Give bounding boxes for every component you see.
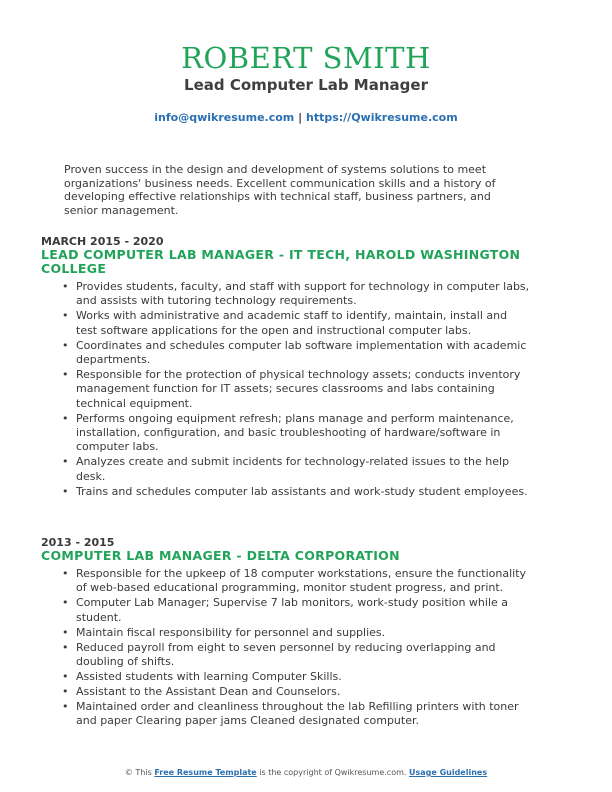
- job-entry-1: [41, 235, 531, 500]
- job-role: LEAD COMPUTER LAB MANAGER - IT TECH, HAROLD WASHINGTON COLLEGE: [41, 247, 521, 276]
- contact-line: [0, 110, 612, 125]
- website-link[interactable]: https://Qwikresume.com: [305, 111, 458, 124]
- job-bullets: [41, 567, 531, 728]
- list-item: • Analyzes create and submit incidents for technology-related issues to the help desk.: [76, 455, 531, 484]
- list-item: • Responsible for the protection of physical technology assets; conducts inventory management function for IT assets; secures classrooms and labs containing technical equipment.: [76, 368, 531, 411]
- job-bullets: [41, 280, 531, 499]
- contact-separator: |: [298, 111, 303, 124]
- job-dates: MARCH 2015 - 2020: [41, 235, 164, 248]
- list-item: • Reduced payroll from eight to seven personnel by reducing overlapping and doubling of shifts.: [76, 641, 531, 670]
- list-item: • Computer Lab Manager; Supervise 7 lab monitors, work-study position while a student.: [76, 596, 531, 625]
- email-link[interactable]: info@qwikresume.com: [154, 111, 295, 124]
- candidate-name: ROBERT SMITH: [181, 41, 431, 75]
- list-item: • Maintain fiscal responsibility for personnel and supplies.: [76, 626, 531, 640]
- list-item: • Trains and schedules computer lab assistants and work-study student employees.: [76, 485, 531, 499]
- list-item: • Coordinates and schedules computer lab software implementation with academic departments.: [76, 339, 531, 368]
- list-item: • Assisted students with learning Computer Skills.: [76, 670, 531, 684]
- job-role: COMPUTER LAB MANAGER - DELTA CORPORATION: [41, 548, 400, 563]
- footer-prefix: © This: [124, 768, 152, 777]
- summary-paragraph: Proven success in the design and development of systems solutions to meet organizations' business needs. Excellent communication skills and a history of developing effective relationships with technical staff, business partners, and senior management.: [64, 163, 496, 217]
- footer: [0, 767, 612, 779]
- list-item: • Maintained order and cleanliness throughout the lab Refilling printers with toner and paper Clearing paper jams Cleaned designated computer.: [76, 700, 531, 729]
- list-item: • Provides students, faculty, and staff with support for technology in computer labs, and assists with tutoring technology requirements.: [76, 280, 531, 309]
- job-dates: 2013 - 2015: [41, 536, 115, 549]
- resume-header: [0, 42, 612, 95]
- list-item: • Performs ongoing equipment refresh; plans manage and perform maintenance, installation, configuration, and basic troubleshooting of hardware/software in computer labs.: [76, 412, 531, 455]
- candidate-title: Lead Computer Lab Manager: [184, 76, 428, 94]
- usage-guidelines-link[interactable]: Usage Guidelines: [408, 768, 488, 777]
- template-link[interactable]: Free Resume Template: [154, 768, 257, 777]
- list-item: • Responsible for the upkeep of 18 computer workstations, ensure the functionality of web-based educational programming, monitor student progress, and print.: [76, 567, 531, 596]
- list-item: • Works with administrative and academic staff to identify, maintain, install and test software applications for the open and instructional computer labs.: [76, 309, 531, 338]
- job-entry-2: [41, 536, 531, 729]
- footer-copyright: is the copyright of Qwikresume.com.: [259, 768, 407, 777]
- list-item: • Assistant to the Assistant Dean and Counselors.: [76, 685, 531, 699]
